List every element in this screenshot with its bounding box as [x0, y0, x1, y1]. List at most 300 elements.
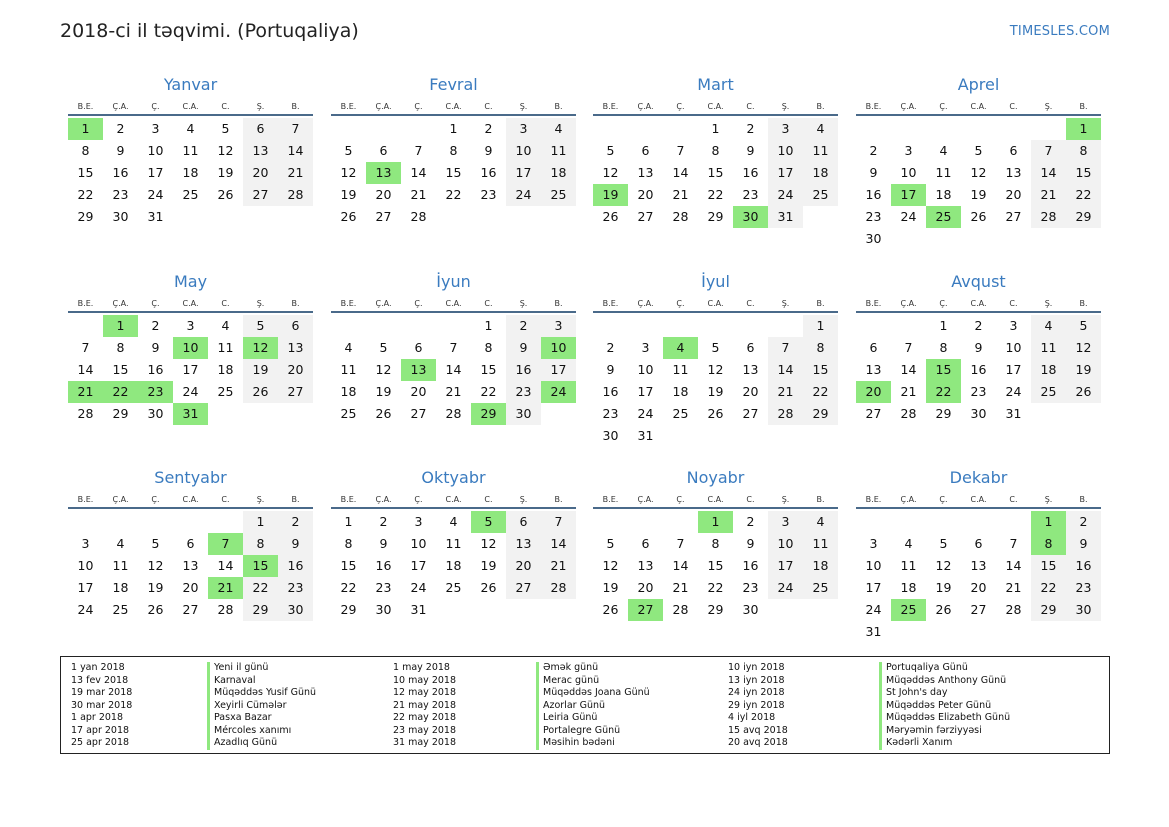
site-link[interactable]: TIMESLES.COM — [1009, 24, 1110, 39]
day-cell[interactable]: 26 — [340, 209, 357, 224]
day-cell[interactable]: 22 — [707, 580, 724, 595]
day-cell[interactable]: 8 — [1031, 533, 1066, 555]
day-cell[interactable]: 16 — [147, 362, 164, 377]
day-cell[interactable]: 10 — [768, 140, 803, 162]
day-cell[interactable]: 2 — [484, 121, 493, 136]
day-cell[interactable]: 26 — [970, 209, 987, 224]
day-cell[interactable]: 26 — [243, 381, 278, 403]
day-cell[interactable]: 29 — [803, 403, 838, 425]
day-cell[interactable]: 4 — [939, 143, 948, 158]
day-cell[interactable]: 26 — [935, 602, 952, 617]
day-cell[interactable]: 25 — [445, 580, 462, 595]
day-cell[interactable]: 20 — [182, 580, 199, 595]
day-cell[interactable]: 29 — [112, 406, 129, 421]
day-cell[interactable]: 4 — [344, 340, 353, 355]
day-cell[interactable]: 14 — [900, 362, 917, 377]
day-cell[interactable]: 17 — [865, 580, 882, 595]
day-cell[interactable]: 11 — [445, 536, 462, 551]
day-cell[interactable]: 22 — [480, 384, 497, 399]
day-cell[interactable]: 17 — [77, 580, 94, 595]
day-cell[interactable]: 24 — [410, 580, 427, 595]
day-cell[interactable]: 28 — [900, 406, 917, 421]
day-cell[interactable]: 5 — [606, 536, 615, 551]
day-cell[interactable]: 20 — [243, 162, 278, 184]
day-cell[interactable]: 28 — [410, 209, 427, 224]
day-cell[interactable]: 9 — [746, 536, 755, 551]
day-cell[interactable]: 27 — [970, 602, 987, 617]
day-cell[interactable]: 27 — [1005, 209, 1022, 224]
day-cell[interactable]: 29 — [77, 209, 94, 224]
day-cell[interactable]: 22 — [103, 381, 138, 403]
day-cell[interactable]: 21 — [768, 381, 803, 403]
day-cell[interactable]: 14 — [410, 165, 427, 180]
day-cell[interactable]: 24 — [637, 406, 654, 421]
day-cell[interactable]: 28 — [541, 577, 576, 599]
day-cell[interactable]: 1 — [68, 118, 103, 140]
day-cell[interactable]: 19 — [147, 580, 164, 595]
day-cell[interactable]: 19 — [970, 187, 987, 202]
day-cell[interactable]: 2 — [746, 514, 755, 529]
day-cell[interactable]: 5 — [471, 511, 506, 533]
day-cell[interactable]: 31 — [768, 206, 803, 228]
day-cell[interactable]: 3 — [186, 318, 195, 333]
day-cell[interactable]: 5 — [606, 143, 615, 158]
day-cell[interactable]: 4 — [449, 514, 458, 529]
day-cell[interactable]: 19 — [602, 580, 619, 595]
day-cell[interactable]: 21 — [541, 555, 576, 577]
day-cell[interactable]: 1 — [698, 511, 733, 533]
day-cell[interactable]: 9 — [1066, 533, 1101, 555]
day-cell[interactable]: 26 — [217, 187, 234, 202]
day-cell[interactable]: 25 — [112, 602, 129, 617]
day-cell[interactable]: 11 — [900, 558, 917, 573]
day-cell[interactable]: 1 — [1066, 118, 1101, 140]
day-cell[interactable]: 23 — [278, 577, 313, 599]
day-cell[interactable]: 11 — [803, 140, 838, 162]
day-cell[interactable]: 29 — [340, 602, 357, 617]
day-cell[interactable]: 24 — [900, 209, 917, 224]
day-cell[interactable]: 11 — [340, 362, 357, 377]
day-cell[interactable]: 23 — [375, 580, 392, 595]
day-cell[interactable]: 29 — [935, 406, 952, 421]
day-cell[interactable]: 12 — [243, 337, 278, 359]
day-cell[interactable]: 28 — [445, 406, 462, 421]
day-cell[interactable]: 3 — [1009, 318, 1018, 333]
day-cell[interactable]: 14 — [768, 359, 803, 381]
day-cell[interactable]: 17 — [410, 558, 427, 573]
day-cell[interactable]: 2 — [151, 318, 160, 333]
day-cell[interactable]: 6 — [278, 315, 313, 337]
day-cell[interactable]: 29 — [1031, 599, 1066, 621]
day-cell[interactable]: 21 — [672, 580, 689, 595]
day-cell[interactable]: 4 — [221, 318, 230, 333]
day-cell[interactable]: 13 — [506, 533, 541, 555]
day-cell[interactable]: 9 — [746, 143, 755, 158]
day-cell[interactable]: 7 — [768, 337, 803, 359]
day-cell[interactable]: 1 — [344, 514, 353, 529]
day-cell[interactable]: 28 — [672, 209, 689, 224]
day-cell[interactable]: 19 — [935, 580, 952, 595]
day-cell[interactable]: 19 — [593, 184, 628, 206]
day-cell[interactable]: 25 — [803, 577, 838, 599]
day-cell[interactable]: 13 — [742, 362, 759, 377]
day-cell[interactable]: 9 — [506, 337, 541, 359]
day-cell[interactable]: 1 — [803, 315, 838, 337]
day-cell[interactable]: 27 — [506, 577, 541, 599]
day-cell[interactable]: 21 — [208, 577, 243, 599]
day-cell[interactable]: 12 — [480, 536, 497, 551]
day-cell[interactable]: 15 — [1031, 555, 1066, 577]
day-cell[interactable]: 16 — [278, 555, 313, 577]
day-cell[interactable]: 21 — [672, 187, 689, 202]
day-cell[interactable]: 12 — [340, 165, 357, 180]
day-cell[interactable]: 2 — [379, 514, 388, 529]
day-cell[interactable]: 13 — [182, 558, 199, 573]
day-cell[interactable]: 8 — [116, 340, 125, 355]
day-cell[interactable]: 25 — [1031, 381, 1066, 403]
day-cell[interactable]: 6 — [974, 536, 983, 551]
day-cell[interactable]: 14 — [217, 558, 234, 573]
day-cell[interactable]: 20 — [856, 381, 891, 403]
day-cell[interactable]: 16 — [742, 165, 759, 180]
day-cell[interactable]: 18 — [182, 165, 199, 180]
day-cell[interactable]: 3 — [541, 315, 576, 337]
day-cell[interactable]: 20 — [375, 187, 392, 202]
day-cell[interactable]: 18 — [445, 558, 462, 573]
day-cell[interactable]: 13 — [243, 140, 278, 162]
day-cell[interactable]: 22 — [926, 381, 961, 403]
day-cell[interactable]: 26 — [147, 602, 164, 617]
day-cell[interactable]: 16 — [742, 558, 759, 573]
day-cell[interactable]: 6 — [641, 536, 650, 551]
day-cell[interactable]: 8 — [484, 340, 493, 355]
day-cell[interactable]: 10 — [541, 337, 576, 359]
day-cell[interactable]: 30 — [742, 602, 759, 617]
day-cell[interactable]: 16 — [865, 187, 882, 202]
day-cell[interactable]: 18 — [935, 187, 952, 202]
day-cell[interactable]: 14 — [541, 533, 576, 555]
day-cell[interactable]: 8 — [449, 143, 458, 158]
day-cell[interactable]: 8 — [1066, 140, 1101, 162]
day-cell[interactable]: 23 — [480, 187, 497, 202]
day-cell[interactable]: 18 — [803, 555, 838, 577]
day-cell[interactable]: 27 — [628, 599, 663, 621]
day-cell[interactable]: 18 — [112, 580, 129, 595]
day-cell[interactable]: 1 — [711, 121, 720, 136]
day-cell[interactable]: 29 — [471, 403, 506, 425]
day-cell[interactable]: 8 — [344, 536, 353, 551]
day-cell[interactable]: 21 — [445, 384, 462, 399]
day-cell[interactable]: 25 — [541, 184, 576, 206]
day-cell[interactable]: 7 — [449, 340, 458, 355]
day-cell[interactable]: 1 — [1031, 511, 1066, 533]
day-cell[interactable]: 16 — [375, 558, 392, 573]
day-cell[interactable]: 8 — [711, 536, 720, 551]
day-cell[interactable]: 15 — [340, 558, 357, 573]
day-cell[interactable]: 13 — [401, 359, 436, 381]
day-cell[interactable]: 1 — [103, 315, 138, 337]
day-cell[interactable]: 11 — [217, 340, 234, 355]
day-cell[interactable]: 4 — [803, 511, 838, 533]
day-cell[interactable]: 1 — [939, 318, 948, 333]
day-cell[interactable]: 9 — [869, 165, 878, 180]
day-cell[interactable]: 19 — [340, 187, 357, 202]
day-cell[interactable]: 1 — [243, 511, 278, 533]
day-cell[interactable]: 20 — [506, 555, 541, 577]
day-cell[interactable]: 5 — [221, 121, 230, 136]
day-cell[interactable]: 14 — [445, 362, 462, 377]
day-cell[interactable]: 11 — [672, 362, 689, 377]
day-cell[interactable]: 18 — [541, 162, 576, 184]
day-cell[interactable]: 23 — [506, 381, 541, 403]
day-cell[interactable]: 7 — [676, 536, 685, 551]
day-cell[interactable]: 20 — [637, 580, 654, 595]
day-cell[interactable]: 17 — [891, 184, 926, 206]
day-cell[interactable]: 2 — [746, 121, 755, 136]
day-cell[interactable]: 20 — [278, 359, 313, 381]
day-cell[interactable]: 24 — [541, 381, 576, 403]
day-cell[interactable]: 11 — [112, 558, 129, 573]
day-cell[interactable]: 26 — [602, 602, 619, 617]
day-cell[interactable]: 1 — [449, 121, 458, 136]
day-cell[interactable]: 30 — [278, 599, 313, 621]
day-cell[interactable]: 15 — [1066, 162, 1101, 184]
day-cell[interactable]: 21 — [410, 187, 427, 202]
day-cell[interactable]: 30 — [970, 406, 987, 421]
day-cell[interactable]: 6 — [641, 143, 650, 158]
day-cell[interactable]: 11 — [541, 140, 576, 162]
day-cell[interactable]: 27 — [375, 209, 392, 224]
day-cell[interactable]: 7 — [278, 118, 313, 140]
day-cell[interactable]: 19 — [217, 165, 234, 180]
day-cell[interactable]: 2 — [278, 511, 313, 533]
day-cell[interactable]: 13 — [865, 362, 882, 377]
day-cell[interactable]: 17 — [1005, 362, 1022, 377]
day-cell[interactable]: 6 — [746, 340, 755, 355]
day-cell[interactable]: 13 — [1005, 165, 1022, 180]
day-cell[interactable]: 7 — [208, 533, 243, 555]
day-cell[interactable]: 23 — [970, 384, 987, 399]
day-cell[interactable]: 3 — [151, 121, 160, 136]
day-cell[interactable]: 8 — [803, 337, 838, 359]
day-cell[interactable]: 19 — [480, 558, 497, 573]
day-cell[interactable]: 18 — [900, 580, 917, 595]
day-cell[interactable]: 26 — [375, 406, 392, 421]
day-cell[interactable]: 30 — [865, 231, 882, 246]
day-cell[interactable]: 10 — [77, 558, 94, 573]
day-cell[interactable]: 1 — [484, 318, 493, 333]
day-cell[interactable]: 25 — [182, 187, 199, 202]
day-cell[interactable]: 22 — [340, 580, 357, 595]
day-cell[interactable]: 30 — [1066, 599, 1101, 621]
day-cell[interactable]: 23 — [1066, 577, 1101, 599]
day-cell[interactable]: 18 — [340, 384, 357, 399]
day-cell[interactable]: 30 — [602, 428, 619, 443]
day-cell[interactable]: 6 — [506, 511, 541, 533]
day-cell[interactable]: 16 — [480, 165, 497, 180]
day-cell[interactable]: 9 — [484, 143, 493, 158]
day-cell[interactable]: 16 — [602, 384, 619, 399]
day-cell[interactable]: 10 — [768, 533, 803, 555]
day-cell[interactable]: 2 — [869, 143, 878, 158]
day-cell[interactable]: 5 — [151, 536, 160, 551]
day-cell[interactable]: 24 — [768, 184, 803, 206]
day-cell[interactable]: 4 — [904, 536, 913, 551]
day-cell[interactable]: 5 — [974, 143, 983, 158]
day-cell[interactable]: 4 — [663, 337, 698, 359]
day-cell[interactable]: 2 — [974, 318, 983, 333]
day-cell[interactable]: 23 — [742, 580, 759, 595]
day-cell[interactable]: 14 — [77, 362, 94, 377]
day-cell[interactable]: 31 — [410, 602, 427, 617]
day-cell[interactable]: 26 — [480, 580, 497, 595]
day-cell[interactable]: 9 — [278, 533, 313, 555]
day-cell[interactable]: 9 — [974, 340, 983, 355]
day-cell[interactable]: 3 — [768, 511, 803, 533]
day-cell[interactable]: 31 — [147, 209, 164, 224]
day-cell[interactable]: 29 — [243, 599, 278, 621]
day-cell[interactable]: 28 — [1005, 602, 1022, 617]
day-cell[interactable]: 21 — [1031, 184, 1066, 206]
day-cell[interactable]: 16 — [970, 362, 987, 377]
day-cell[interactable]: 4 — [116, 536, 125, 551]
day-cell[interactable]: 24 — [77, 602, 94, 617]
day-cell[interactable]: 22 — [77, 187, 94, 202]
day-cell[interactable]: 24 — [506, 184, 541, 206]
day-cell[interactable]: 3 — [869, 536, 878, 551]
day-cell[interactable]: 27 — [243, 184, 278, 206]
day-cell[interactable]: 24 — [147, 187, 164, 202]
day-cell[interactable]: 6 — [379, 143, 388, 158]
day-cell[interactable]: 15 — [480, 362, 497, 377]
day-cell[interactable]: 30 — [147, 406, 164, 421]
day-cell[interactable]: 9 — [151, 340, 160, 355]
day-cell[interactable]: 11 — [803, 533, 838, 555]
day-cell[interactable]: 18 — [672, 384, 689, 399]
day-cell[interactable]: 17 — [637, 384, 654, 399]
day-cell[interactable]: 7 — [676, 143, 685, 158]
day-cell[interactable]: 7 — [541, 511, 576, 533]
day-cell[interactable]: 23 — [602, 406, 619, 421]
day-cell[interactable]: 18 — [1031, 359, 1066, 381]
day-cell[interactable]: 8 — [939, 340, 948, 355]
day-cell[interactable]: 23 — [865, 209, 882, 224]
day-cell[interactable]: 19 — [707, 384, 724, 399]
day-cell[interactable]: 13 — [637, 558, 654, 573]
day-cell[interactable]: 15 — [707, 165, 724, 180]
day-cell[interactable]: 15 — [112, 362, 129, 377]
day-cell[interactable]: 4 — [541, 118, 576, 140]
day-cell[interactable]: 12 — [970, 165, 987, 180]
day-cell[interactable]: 26 — [1066, 381, 1101, 403]
day-cell[interactable]: 8 — [711, 143, 720, 158]
day-cell[interactable]: 15 — [926, 359, 961, 381]
day-cell[interactable]: 13 — [366, 162, 401, 184]
day-cell[interactable]: 28 — [672, 602, 689, 617]
day-cell[interactable]: 30 — [733, 206, 768, 228]
day-cell[interactable]: 14 — [672, 165, 689, 180]
day-cell[interactable]: 29 — [1066, 206, 1101, 228]
day-cell[interactable]: 10 — [147, 143, 164, 158]
day-cell[interactable]: 28 — [768, 403, 803, 425]
day-cell[interactable]: 6 — [1009, 143, 1018, 158]
day-cell[interactable]: 7 — [904, 340, 913, 355]
day-cell[interactable]: 5 — [344, 143, 353, 158]
day-cell[interactable]: 22 — [445, 187, 462, 202]
day-cell[interactable]: 3 — [904, 143, 913, 158]
day-cell[interactable]: 6 — [186, 536, 195, 551]
day-cell[interactable]: 15 — [803, 359, 838, 381]
day-cell[interactable]: 22 — [1031, 577, 1066, 599]
day-cell[interactable]: 28 — [278, 184, 313, 206]
day-cell[interactable]: 31 — [173, 403, 208, 425]
day-cell[interactable]: 6 — [243, 118, 278, 140]
day-cell[interactable]: 17 — [147, 165, 164, 180]
day-cell[interactable]: 20 — [410, 384, 427, 399]
day-cell[interactable]: 8 — [243, 533, 278, 555]
day-cell[interactable]: 27 — [865, 406, 882, 421]
day-cell[interactable]: 30 — [506, 403, 541, 425]
day-cell[interactable]: 2 — [606, 340, 615, 355]
day-cell[interactable]: 4 — [186, 121, 195, 136]
day-cell[interactable]: 21 — [1005, 580, 1022, 595]
day-cell[interactable]: 10 — [173, 337, 208, 359]
day-cell[interactable]: 24 — [865, 602, 882, 617]
day-cell[interactable]: 20 — [742, 384, 759, 399]
day-cell[interactable]: 3 — [641, 340, 650, 355]
day-cell[interactable]: 14 — [1031, 162, 1066, 184]
day-cell[interactable]: 17 — [182, 362, 199, 377]
day-cell[interactable]: 5 — [711, 340, 720, 355]
day-cell[interactable]: 25 — [217, 384, 234, 399]
day-cell[interactable]: 10 — [900, 165, 917, 180]
day-cell[interactable]: 2 — [506, 315, 541, 337]
day-cell[interactable]: 29 — [707, 602, 724, 617]
day-cell[interactable]: 11 — [182, 143, 199, 158]
day-cell[interactable]: 19 — [375, 384, 392, 399]
day-cell[interactable]: 15 — [243, 555, 278, 577]
day-cell[interactable]: 4 — [1031, 315, 1066, 337]
day-cell[interactable]: 3 — [506, 118, 541, 140]
day-cell[interactable]: 27 — [410, 406, 427, 421]
day-cell[interactable]: 12 — [1066, 337, 1101, 359]
day-cell[interactable]: 3 — [81, 536, 90, 551]
day-cell[interactable]: 25 — [803, 184, 838, 206]
day-cell[interactable]: 9 — [379, 536, 388, 551]
day-cell[interactable]: 4 — [803, 118, 838, 140]
day-cell[interactable]: 25 — [672, 406, 689, 421]
day-cell[interactable]: 17 — [768, 555, 803, 577]
day-cell[interactable]: 16 — [506, 359, 541, 381]
day-cell[interactable]: 17 — [541, 359, 576, 381]
day-cell[interactable]: 8 — [81, 143, 90, 158]
day-cell[interactable]: 12 — [602, 558, 619, 573]
day-cell[interactable]: 27 — [742, 406, 759, 421]
day-cell[interactable]: 14 — [278, 140, 313, 162]
day-cell[interactable]: 10 — [410, 536, 427, 551]
day-cell[interactable]: 10 — [506, 140, 541, 162]
day-cell[interactable]: 12 — [935, 558, 952, 573]
day-cell[interactable]: 28 — [77, 406, 94, 421]
day-cell[interactable]: 3 — [768, 118, 803, 140]
day-cell[interactable]: 18 — [803, 162, 838, 184]
day-cell[interactable]: 18 — [217, 362, 234, 377]
day-cell[interactable]: 9 — [116, 143, 125, 158]
day-cell[interactable]: 20 — [637, 187, 654, 202]
day-cell[interactable]: 19 — [1066, 359, 1101, 381]
day-cell[interactable]: 16 — [112, 165, 129, 180]
day-cell[interactable]: 31 — [865, 624, 882, 639]
